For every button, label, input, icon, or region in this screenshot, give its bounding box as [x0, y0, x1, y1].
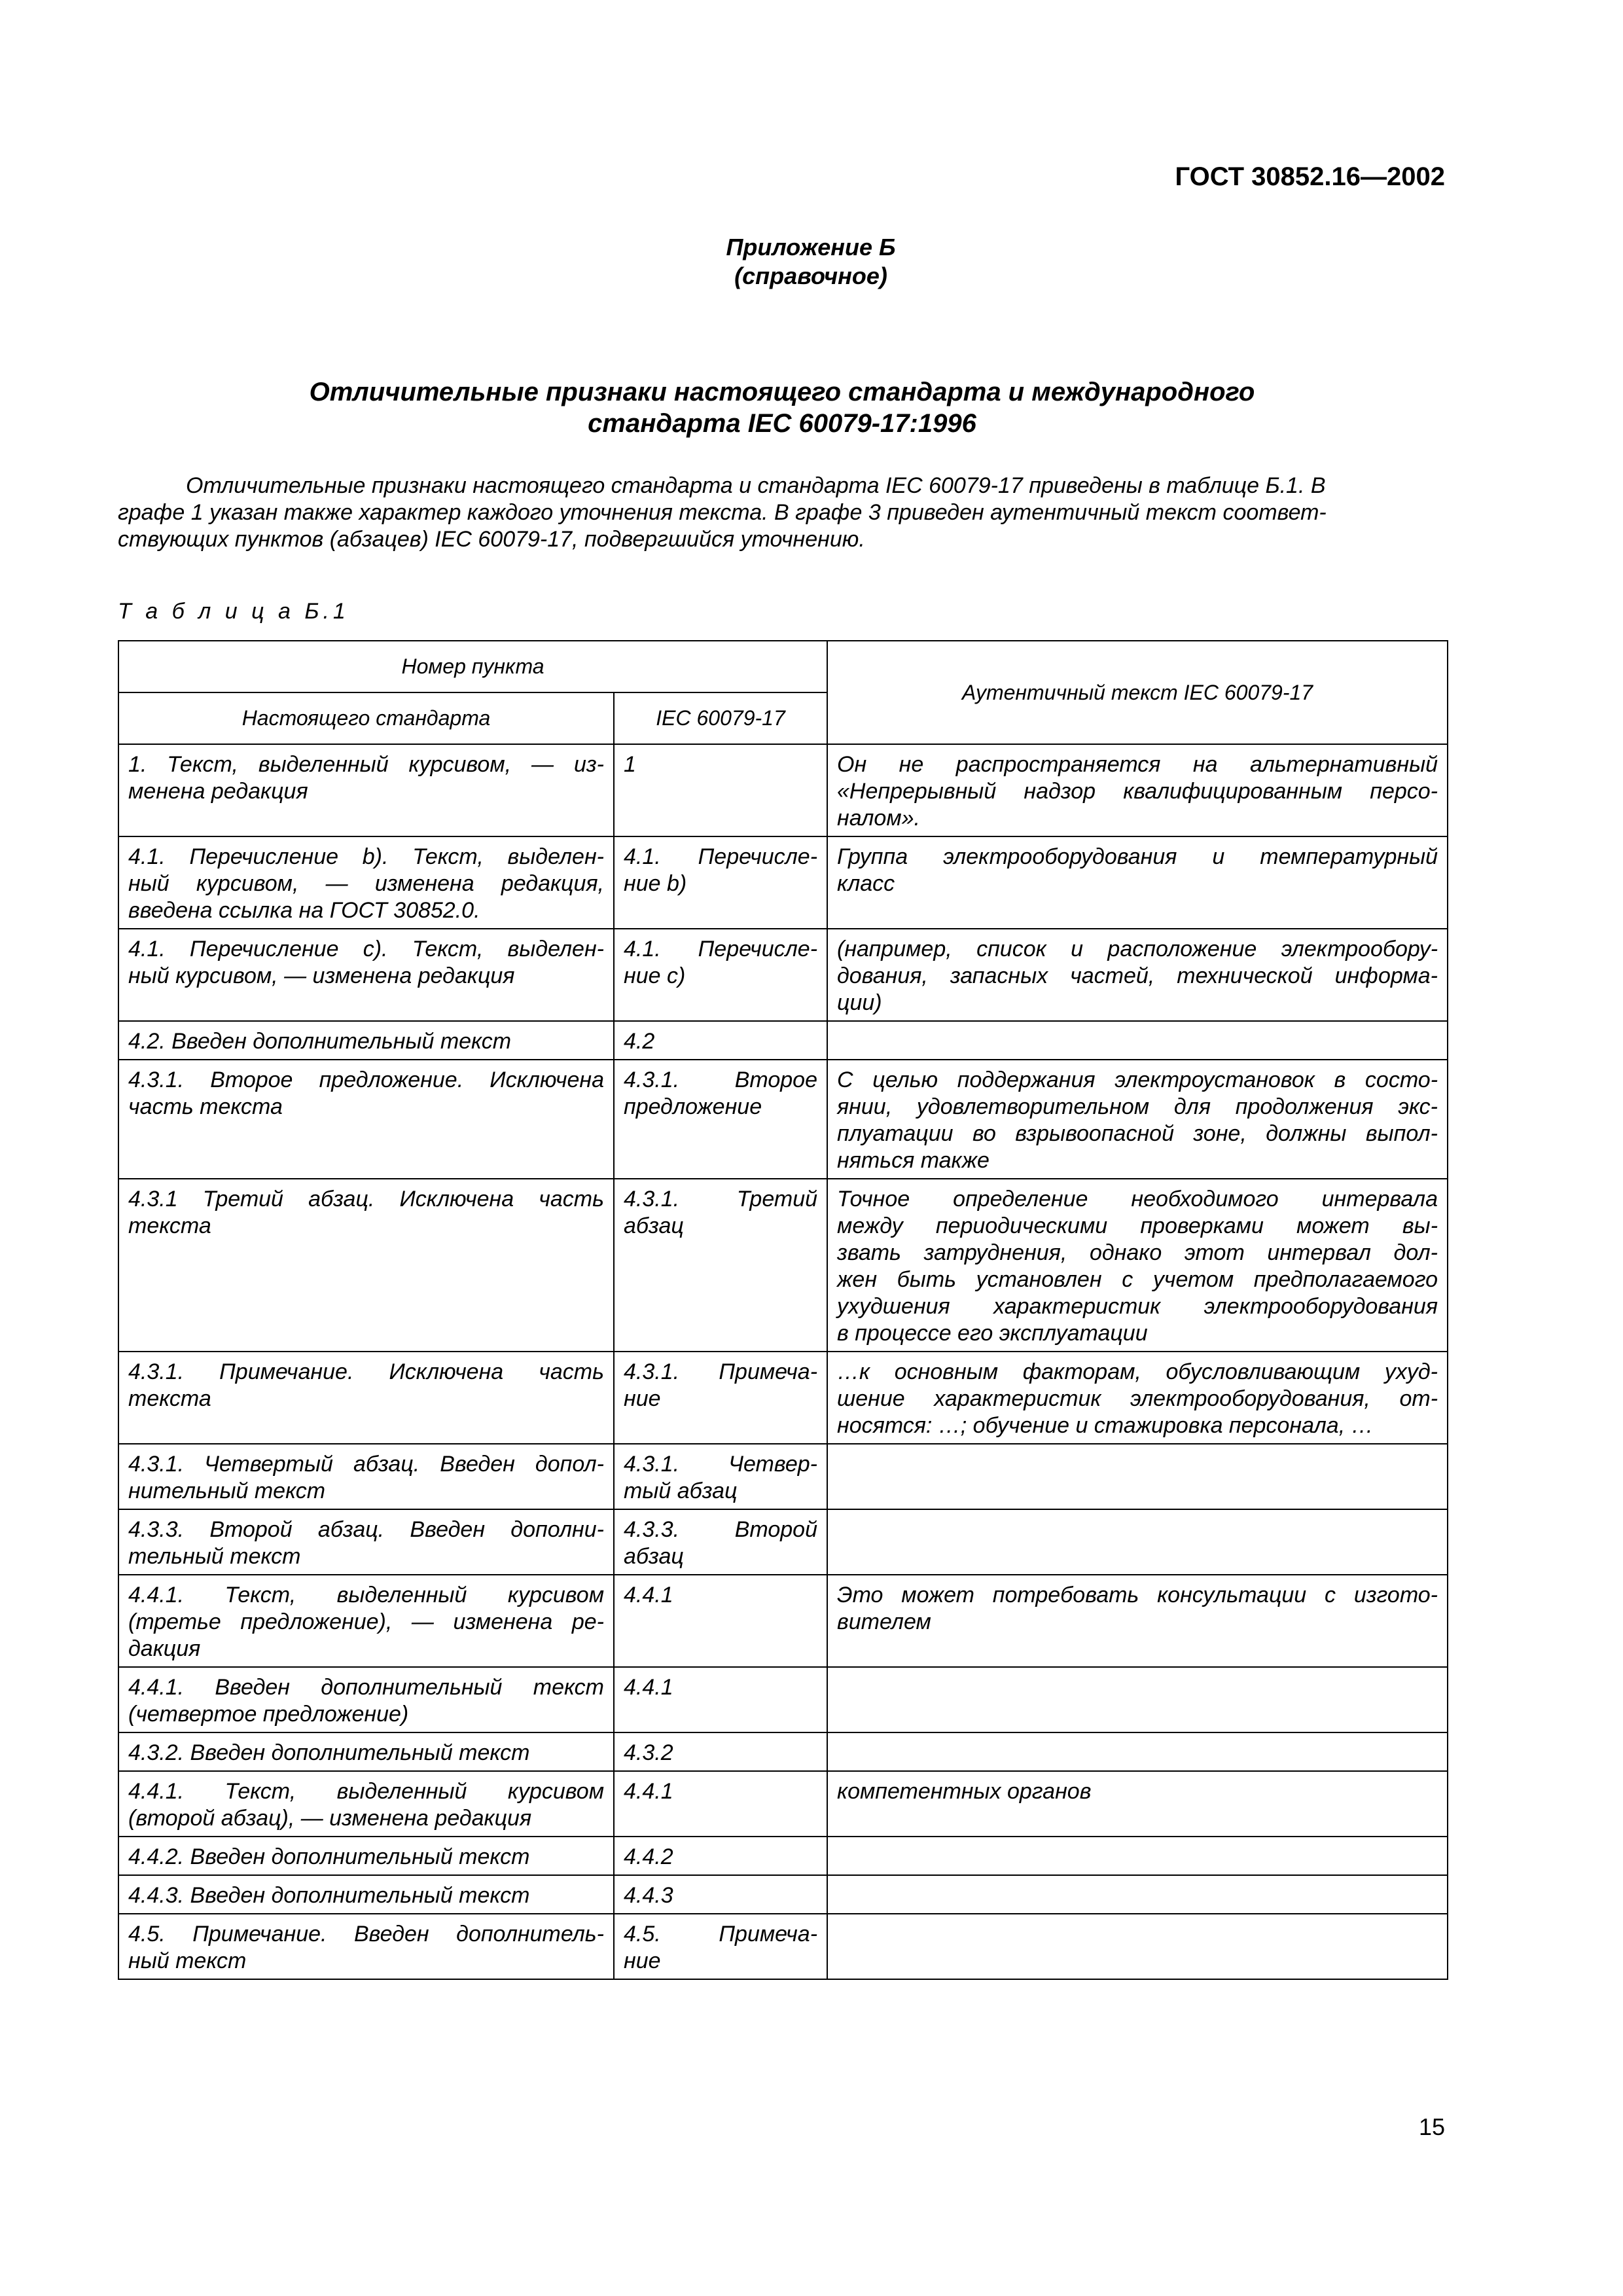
- intro-line: Отличительные признаки настоящего стандарта и стандарта IEC 60079-17 приведены в таблице Б.1. В: [186, 473, 1326, 498]
- cell-authentic-text: [827, 1771, 1448, 1837]
- cell-this-standard: [118, 1021, 614, 1060]
- table-row: [118, 1667, 1448, 1732]
- cell-this-standard: [118, 836, 614, 929]
- cell-authentic-text: [827, 1509, 1448, 1575]
- cell-authentic-text: [827, 929, 1448, 1021]
- cell-iec-clause: [614, 1021, 827, 1060]
- annex-title: [118, 376, 1446, 439]
- cell-line: ции): [837, 990, 882, 1015]
- annex-kind: (справочное): [734, 262, 887, 289]
- cell-line: нительный текст: [128, 1479, 326, 1503]
- cell-line: 4.3.3. Второй: [624, 1517, 818, 1542]
- cell-this-standard: [118, 1875, 614, 1914]
- cell-line: 1. Текст, выделенный курсивом, — из-: [128, 752, 604, 777]
- annex-label: Приложение Б: [726, 234, 896, 260]
- cell-line: ухудшения характеристик электрооборудования: [837, 1294, 1438, 1319]
- cell-line: менена редакция: [128, 779, 308, 804]
- cell-line: в процессе его эксплуатации: [837, 1321, 1148, 1346]
- cell-line: ный курсивом, — изменена редакция,: [128, 871, 604, 896]
- header-iec: IEC 60079-17: [614, 692, 827, 744]
- table-row: [118, 1021, 1448, 1060]
- table-header-row: [118, 641, 1448, 692]
- cell-iec-clause: [614, 1444, 827, 1509]
- table-row: [118, 1732, 1448, 1771]
- cell-line: янии, удовлетворительном для продолжения экс-: [837, 1094, 1438, 1119]
- cell-line: 4.2: [624, 1029, 655, 1054]
- cell-line: ный текст: [128, 1948, 247, 1973]
- cell-line: 4.4.1: [624, 1583, 673, 1607]
- cell-authentic-text: [827, 836, 1448, 929]
- cell-this-standard: [118, 744, 614, 836]
- cell-this-standard: [118, 1444, 614, 1509]
- page-number: 15: [1418, 2113, 1445, 2140]
- table-row: [118, 1875, 1448, 1914]
- cell-this-standard: [118, 1179, 614, 1352]
- cell-iec-clause: [614, 744, 827, 836]
- cell-line: текста: [128, 1213, 211, 1238]
- cell-authentic-text: [827, 1667, 1448, 1732]
- cell-iec-clause: [614, 1914, 827, 1979]
- cell-line: 4.4.3. Введен дополнительный текст: [128, 1883, 530, 1908]
- cell-line: предложение: [624, 1094, 762, 1119]
- cell-line: (четвертое предложение): [128, 1702, 409, 1727]
- cell-line: 4.4.3: [624, 1883, 673, 1908]
- cell-line: 4.1. Перечисле-: [624, 844, 818, 869]
- cell-iec-clause: [614, 1667, 827, 1732]
- table-row: [118, 1509, 1448, 1575]
- cell-this-standard: [118, 1667, 614, 1732]
- cell-line: 1: [624, 752, 636, 777]
- cell-line: Группа электрооборудования и температурный: [837, 844, 1438, 869]
- cell-authentic-text: [827, 1875, 1448, 1914]
- table-row: [118, 1837, 1448, 1875]
- cell-line: между периодическими проверками может вы-: [837, 1213, 1438, 1238]
- cell-line: 4.4.1. Текст, выделенный курсивом: [128, 1779, 604, 1804]
- cell-line: «Непрерывный надзор квалифицированным персо-: [837, 779, 1438, 804]
- cell-line: введена ссылка на ГОСТ 30852.0.: [128, 898, 480, 923]
- cell-this-standard: [118, 1732, 614, 1771]
- cell-line: 4.5. Примечание. Введен дополнитель-: [128, 1922, 604, 1946]
- cell-line: Точное определение необходимого интервала: [837, 1187, 1438, 1211]
- cell-line: ние: [624, 1948, 661, 1973]
- cell-line: 4.1. Перечисле-: [624, 937, 818, 961]
- cell-line: ние: [624, 1386, 661, 1411]
- cell-authentic-text: [827, 1021, 1448, 1060]
- table-row: [118, 1444, 1448, 1509]
- cell-iec-clause: [614, 1875, 827, 1914]
- table-body: [118, 744, 1448, 1979]
- cell-iec-clause: [614, 1060, 827, 1179]
- cell-line: налом».: [837, 806, 921, 831]
- cell-iec-clause: [614, 1771, 827, 1837]
- cell-this-standard: [118, 1837, 614, 1875]
- cell-authentic-text: [827, 1060, 1448, 1179]
- annex-title-line: стандарта IEC 60079-17:1996: [588, 409, 976, 438]
- cell-line: звать затруднения, однако этот интервал дол-: [837, 1240, 1438, 1265]
- cell-line: 4.3.1. Примеча-: [624, 1359, 818, 1384]
- table-row: [118, 1575, 1448, 1667]
- header-this-standard: Настоящего стандарта: [118, 692, 614, 744]
- table-row: [118, 1914, 1448, 1979]
- cell-line: Он не распространяется на альтернативный: [837, 752, 1438, 777]
- cell-this-standard: [118, 1575, 614, 1667]
- intro-line: ствующих пунктов (абзацев) IEC 60079-17, подвергшийся уточнению.: [118, 527, 865, 552]
- header-authentic-text: Аутентичный текст IEC 60079-17: [827, 641, 1448, 744]
- cell-line: ние b): [624, 871, 687, 896]
- cell-line: 4.4.1. Введен дополнительный текст: [128, 1675, 604, 1700]
- cell-this-standard: [118, 1771, 614, 1837]
- cell-line: (третье предложение), — изменена ре-: [128, 1609, 604, 1634]
- intro-paragraph: [118, 473, 1446, 553]
- cell-line: 4.3.1. Четвер-: [624, 1452, 818, 1477]
- cell-this-standard: [118, 1914, 614, 1979]
- cell-authentic-text: [827, 744, 1448, 836]
- annex-title-line: Отличительные признаки настоящего стандарта и международного: [309, 378, 1255, 406]
- cell-line: 4.4.2. Введен дополнительный текст: [128, 1844, 530, 1869]
- cell-line: (например, список и расположение электрообору-: [837, 937, 1438, 961]
- cell-this-standard: [118, 1060, 614, 1179]
- cell-line: тельный текст: [128, 1544, 301, 1569]
- cell-authentic-text: [827, 1444, 1448, 1509]
- cell-iec-clause: [614, 1509, 827, 1575]
- cell-line: тый абзац: [624, 1479, 738, 1503]
- cell-line: 4.2. Введен дополнительный текст: [128, 1029, 512, 1054]
- cell-authentic-text: [827, 1837, 1448, 1875]
- cell-line: компетентных органов: [837, 1779, 1092, 1804]
- cell-line: 4.4.1. Текст, выделенный курсивом: [128, 1583, 604, 1607]
- cell-iec-clause: [614, 1352, 827, 1444]
- cell-line: 4.3.1. Примечание. Исключена часть: [128, 1359, 604, 1384]
- cell-this-standard: [118, 929, 614, 1021]
- cell-line: дования, запасных частей, технической информа-: [837, 963, 1438, 988]
- cell-iec-clause: [614, 1575, 827, 1667]
- cell-line: 4.1. Перечисление c). Текст, выделен-: [128, 937, 604, 961]
- cell-line: 4.5. Примеча-: [624, 1922, 818, 1946]
- cell-line: …к основным факторам, обусловливающим ухуд-: [837, 1359, 1438, 1384]
- comparison-table: [118, 640, 1448, 1980]
- cell-line: 4.3.1. Четвертый абзац. Введен допол-: [128, 1452, 604, 1477]
- standard-id: ГОСТ 30852.16—2002: [1175, 162, 1445, 191]
- cell-line: 4.4.1: [624, 1779, 673, 1804]
- table-row: [118, 929, 1448, 1021]
- table-caption: Т а б л и ц а Б.1: [118, 599, 349, 624]
- cell-line: Это может потребовать консультации с изгото-: [837, 1583, 1438, 1607]
- cell-line: 4.3.1. Третий: [624, 1187, 818, 1211]
- table-row: [118, 1179, 1448, 1352]
- cell-line: 4.3.1. Второе: [624, 1067, 818, 1092]
- cell-authentic-text: [827, 1179, 1448, 1352]
- cell-line: носятся: …; обучение и стажировка персонала, …: [837, 1413, 1374, 1438]
- cell-line: текста: [128, 1386, 211, 1411]
- cell-line: (второй абзац), — изменена редакция: [128, 1806, 532, 1831]
- table-row: [118, 1771, 1448, 1837]
- cell-line: класс: [837, 871, 895, 896]
- cell-line: 4.3.1 Третий абзац. Исключена часть: [128, 1187, 604, 1211]
- intro-line: графе 1 указан также характер каждого уточнения текста. В графе 3 приведен аутентичный текст соответ-: [118, 500, 1327, 525]
- cell-line: ние c): [624, 963, 686, 988]
- annex-heading: [0, 233, 1623, 291]
- cell-iec-clause: [614, 1732, 827, 1771]
- cell-authentic-text: [827, 1575, 1448, 1667]
- header-clause-number: Номер пункта: [118, 641, 827, 692]
- cell-line: абзац: [624, 1544, 684, 1569]
- cell-iec-clause: [614, 836, 827, 929]
- cell-this-standard: [118, 1509, 614, 1575]
- cell-line: часть текста: [128, 1094, 283, 1119]
- cell-iec-clause: [614, 929, 827, 1021]
- cell-line: 4.3.1. Второе предложение. Исключена: [128, 1067, 604, 1092]
- cell-authentic-text: [827, 1732, 1448, 1771]
- cell-line: шение характеристик электрооборудования, от-: [837, 1386, 1438, 1411]
- cell-line: 4.4.2: [624, 1844, 673, 1869]
- cell-authentic-text: [827, 1352, 1448, 1444]
- cell-line: С целью поддержания электроустановок в состо-: [837, 1067, 1438, 1092]
- table-row: [118, 744, 1448, 836]
- cell-line: вителем: [837, 1609, 931, 1634]
- table-row: [118, 1060, 1448, 1179]
- cell-this-standard: [118, 1352, 614, 1444]
- cell-authentic-text: [827, 1914, 1448, 1979]
- cell-line: абзац: [624, 1213, 684, 1238]
- cell-line: жен быть установлен с учетом предполагаемого: [837, 1267, 1438, 1292]
- cell-line: няться также: [837, 1148, 990, 1173]
- cell-line: плуатации во взрывоопасной зоне, должны выпол-: [837, 1121, 1438, 1146]
- cell-line: 4.1. Перечисление b). Текст, выделен-: [128, 844, 604, 869]
- cell-line: 4.3.2. Введен дополнительный текст: [128, 1740, 530, 1765]
- cell-iec-clause: [614, 1179, 827, 1352]
- cell-line: 4.3.3. Второй абзац. Введен дополни-: [128, 1517, 604, 1542]
- table-row: [118, 1352, 1448, 1444]
- cell-line: дакция: [128, 1636, 201, 1661]
- cell-line: 4.4.1: [624, 1675, 673, 1700]
- table-row: [118, 836, 1448, 929]
- cell-line: 4.3.2: [624, 1740, 673, 1765]
- cell-line: ный курсивом, — изменена редакция: [128, 963, 515, 988]
- cell-iec-clause: [614, 1837, 827, 1875]
